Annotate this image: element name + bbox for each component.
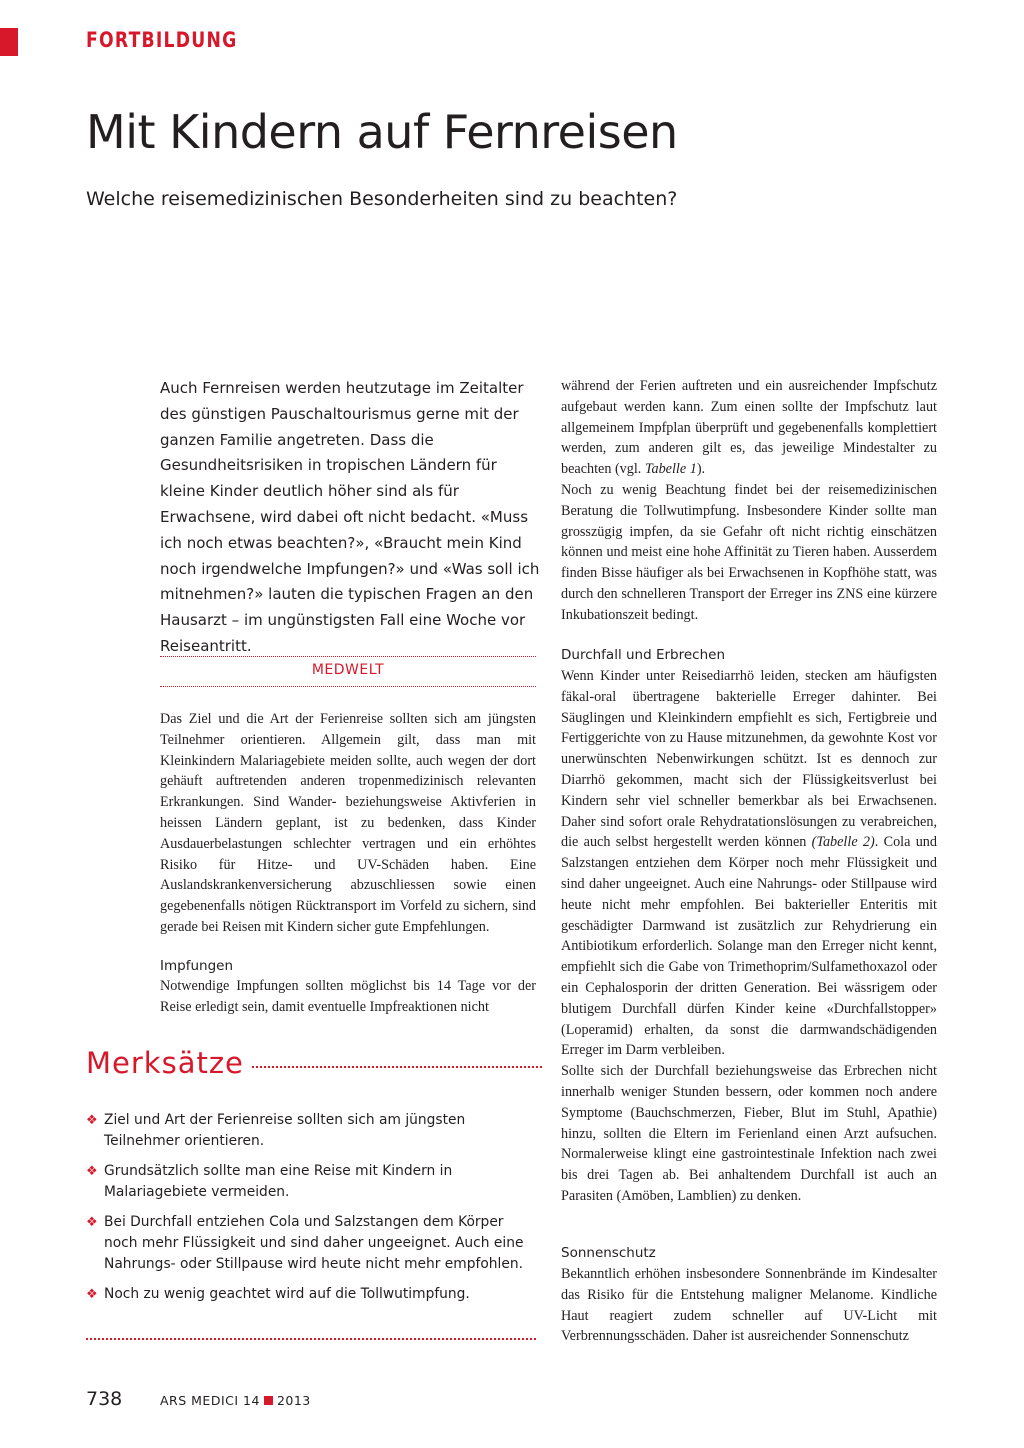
article-title: Mit Kindern auf Fernreisen (86, 105, 678, 159)
list-item (86, 1212, 536, 1275)
source-divider-top (160, 656, 536, 657)
merksaetze-title-rule (252, 1066, 542, 1068)
merksaetze-box-title (86, 1046, 542, 1080)
source-divider-bottom (160, 686, 536, 687)
left-column-intro (160, 709, 536, 938)
impfungen-text (160, 976, 536, 1018)
diamond-bullet-icon: ❖ (86, 1164, 98, 1179)
section-label: FORTBILDUNG (86, 28, 238, 52)
list-item-text: Ziel und Art der Ferienreise sollten sich am jüngsten Teilnehmer orientieren. (104, 1112, 466, 1149)
square-separator-icon (264, 1396, 273, 1405)
durchfall-section (561, 666, 937, 1207)
journal-year: 2013 (276, 1393, 311, 1408)
durchfall-text: Wenn Kinder unter Reisediarrhö leiden, stecken am häufigsten fäkal-oral übertragene bakterielle Erreger dahinter. Bei Säuglingen und Kleinkindern empfiehlt es sich, Fertigbreie und Fertiggerichte von zu Hause mitzunehmen, da gewohnte Kost vor unerwünschten Nebenwirkungen schützt. Ist es dennoch zur Diarrhö gekommen, macht sich der Flüssigkeitsverlust bei Kindern sehr viel schneller bemerkbar als bei Erwachsenen. Daher sind sofort orale Rehydratationslösungen zu verabreichen, die auch selbst hergestellt werden können (561, 668, 937, 851)
lead-paragraph (160, 376, 540, 660)
list-item-text: Grundsätzlich sollte man eine Reise mit Kindern in Malariagebiete vermeiden. (104, 1163, 453, 1200)
lead-text: Auch Fernreisen werden heutzutage im Zeitalter des günstigen Pauschaltourismus gerne mit der ganzen Familie angetreten. Dass die Gesundheitsrisiken in tropischen Ländern für kleine Kinder deutlich höher sind als für Erwachsene, wird dabei oft nicht bedacht. «Muss ich noch etwas beachten?», «Braucht mein Kind noch irgendwelche Impfungen?» und «Was soll ich mitnehmen?» lauten die typischen Fragen an den Hausarzt – im ungünstigsten Fall eine Woche vor Reiseantritt. (160, 379, 540, 655)
merksaetze-bottom-rule (86, 1338, 536, 1340)
list-item (86, 1161, 536, 1203)
article-subtitle: Welche reisemedizinischen Besonderheiten sind zu beachten? (86, 188, 678, 210)
impfungen-paragraph: Notwendige Impfungen sollten möglichst bis 14 Tage vor der Reise erledigt sein, damit eventuelle Impfreaktionen nicht (160, 978, 536, 1015)
section-heading-durchfall: Durchfall und Erbrechen (561, 647, 726, 663)
durchfall-paragraph (561, 666, 937, 1061)
merksaetze-list (86, 1110, 536, 1314)
list-item-text: Bei Durchfall entziehen Cola und Salzstangen dem Körper noch mehr Flüssigkeit und sind daher ungeeignet. Auch eine Nahrungs- oder Stillpause wird heute nicht mehr empfohlen. (104, 1214, 524, 1272)
journal-footer (160, 1393, 311, 1408)
list-item (86, 1110, 536, 1152)
section-color-tab (0, 28, 18, 56)
page-number: 738 (86, 1388, 123, 1410)
sonnenschutz-section (561, 1264, 937, 1347)
intro-paragraph: Das Ziel und die Art der Ferienreise sollten sich am jüngsten Teilnehmer orientieren. Allgemein gilt, dass man mit Kleinkindern Malariagebiete meiden sollte, auch wegen der dort gehäuft auftretenden anderen tropenmedizinisch relevanten Erkrankungen. Sind Wander- beziehungsweise Aktivferien in heissen Ländern geplant, ist zu bedenken, dass Kinder Ausdauerbelastungen schlechter vertragen und ein erhöhtes Risiko für Hitze- und UV-Schäden haben. Eine Auslandskrankenversicherung abzuschliessen sowie einen gegebenenfalls nötigen Rücktransport im Vorfeld zu sichern, sind gerade bei Reisen mit Kindern sicher gute Empfehlungen. (160, 711, 536, 935)
diamond-bullet-icon: ❖ (86, 1215, 98, 1230)
table-1-reference: Tabelle 1 (644, 461, 697, 478)
journal-name: ARS MEDICI 14 (160, 1393, 260, 1408)
diamond-bullet-icon: ❖ (86, 1113, 98, 1128)
list-item (86, 1284, 536, 1305)
durchfall-arzt-paragraph: Sollte sich der Durchfall beziehungsweise das Erbrechen nicht innerhalb weniger Stunden bessern, oder kommen noch andere Symptome (Bauchschmerzen, Fieber, Blut im Stuhl, Apathie) hinzu, sollten die Eltern im Ferienland einen Arzt aufsuchen. Normalerweise klingt eine gastrointestinale Infektion nach zwei bis drei Tagen ab. Bei anhaltendem Durchfall ist auch an Parasiten (Amöben, Lamblien) zu denken. (561, 1063, 937, 1204)
merksaetze-title-text: Merksätze (86, 1046, 244, 1080)
impfschutz-text-end: ). (696, 461, 706, 478)
list-item-text: Noch zu wenig geachtet wird auf die Tollwutimpfung. (104, 1286, 470, 1302)
impfschutz-text: während der Ferien auftreten und ein ausreichender Impfschutz aufgebaut werden kann. Zum einen sollte der Impfschutz laut allgemeinem Impfplan überprüft und gegebenenfalls komplettiert werden, zum anderen gilt es, das jeweilige Mindestalter zu beachten (vgl. (561, 378, 937, 478)
table-2-reference: (Tabelle 2) (811, 834, 875, 851)
source-label: MEDWELT (311, 662, 385, 678)
sonnenschutz-paragraph: Bekanntlich erhöhen insbesondere Sonnenbrände im Kindesalter das Risiko für die Entstehung maligner Melanome. Kindliche Haut reagiert zudem schneller auf UV-Licht mit Verbrennungsschäden. Daher ist ausreichender Sonnenschutz (561, 1266, 937, 1345)
tollwut-paragraph: Noch zu wenig Beachtung findet bei der reisemedizinischen Beratung die Tollwutimpfung. Insbesondere Kinder sollte man grosszügig impfen, da sie Gefahr oft nicht richtig einschätzen können und meist eine hohe Affinität zu Tieren haben. Ausserdem finden Bisse häufiger als bei Erwachsenen in Kopfhöhe statt, was durch den schnelleren Transport der Erreger ins ZNS eine kürzere Inkubationszeit bedingt. (561, 481, 937, 623)
durchfall-text-end: . Cola und Salzstangen entziehen dem Körper noch mehr Flüssigkeit und sind daher ungeeignet. Auch eine Nahrungs- oder Stillpause wird heute nicht mehr empfohlen. Bei bakterieller Enteritis mit geschädigter Darmwand ist zusätzlich zur Rehydrierung ein Antibiotikum erforderlich. Solange man den Erreger nicht kennt, empfiehlt sich die Gabe von Trimethoprim/Sulfamethoxazol oder ein Cephalosporin der dritten Generation. Bei wässrigem oder blutigem Durchfall dürfen Kinder keine «Durchfallstopper» (Loperamid) erhalten, da sonst die darmwandschädigenden Erreger im Darm verbleiben. (561, 834, 937, 1059)
section-heading-impfungen: Impfungen (160, 958, 233, 974)
impfschutz-paragraph (561, 376, 937, 480)
right-column-impfschutz (561, 376, 937, 626)
section-heading-sonnenschutz: Sonnenschutz (561, 1245, 656, 1261)
diamond-bullet-icon: ❖ (86, 1287, 98, 1302)
